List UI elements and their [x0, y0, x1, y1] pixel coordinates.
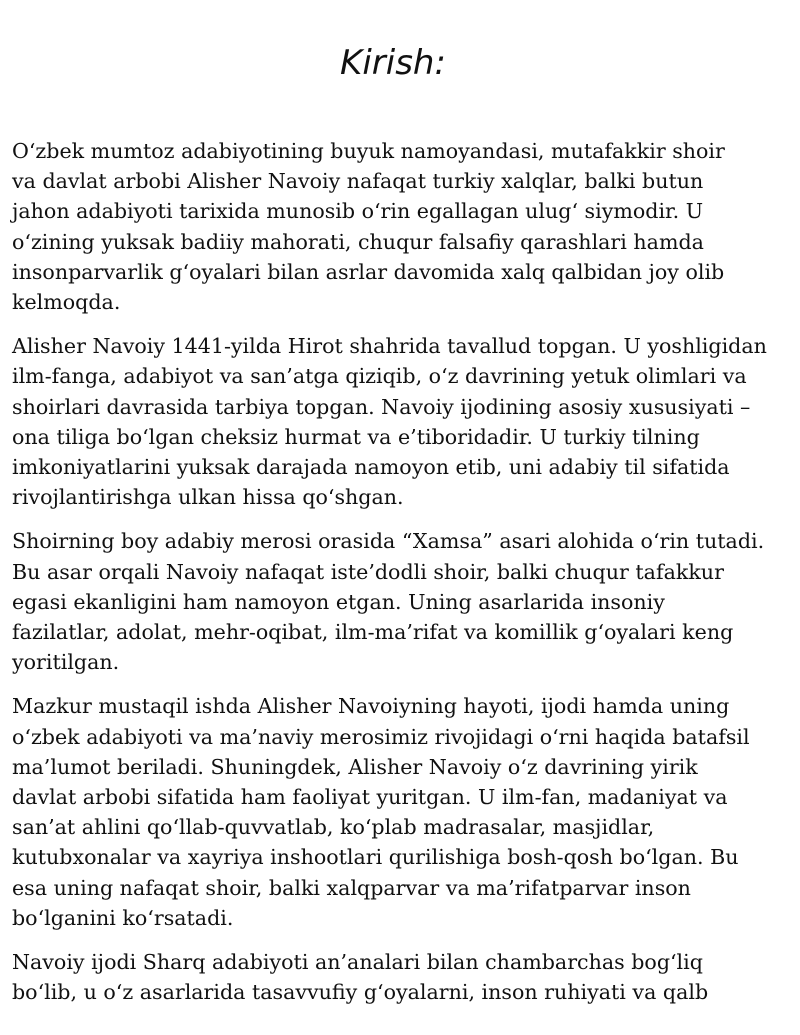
text-line: Shoirning boy adabiy merosi orasida “Xamsa” asari alohida o‘rin tutadi.: [12, 529, 765, 554]
text-line: Alisher Navoiy 1441-yilda Hirot shahrida tavallud topgan. U yoshligidan: [12, 334, 767, 359]
paragraph-4: [12, 691, 792, 933]
text-line: Mazkur mustaqil ishda Alisher Navoiyning hayoti, ijodi hamda uning: [12, 694, 730, 719]
text-line: bo‘lganini ko‘rsatadi.: [12, 905, 234, 930]
text-line: o‘zbek adabiyoti va ma’naviy merosimiz rivojidagi o‘rni haqida batafsil: [12, 724, 750, 749]
text-line: O‘zbek mumtoz adabiyotining buyuk namoyandasi, mutafakkir shoir: [12, 139, 725, 163]
text-line: insonparvarlik g‘oyalari bilan asrlar davomida xalq qalbidan joy olib: [12, 259, 725, 284]
text-line: davlat arbobi sifatida ham faoliyat yuritgan. U ilm-fan, madaniyat va: [12, 785, 728, 810]
paragraph-2: [12, 331, 792, 512]
text-line: imkoniyatlarini yuksak darajada namoyon etib, uni adabiy til sifatida: [12, 455, 730, 480]
text-line: va davlat arbobi Alisher Navoiy nafaqat turkiy xalqlar, balki butun: [12, 169, 704, 194]
text-line: ona tiliga bo‘lgan cheksiz hurmat va e’tiboridadir. U turkiy tilning: [12, 424, 700, 449]
page-title: Kirish:: [340, 43, 446, 83]
paragraph-1: [12, 136, 792, 317]
text-line: san’at ahlini qo‘llab-quvvatlab, ko‘plab madrasalar, masjidlar,: [12, 815, 655, 840]
text-line: kutubxonalar va xayriya inshootlari qurilishiga bosh-qosh bo‘lgan. Bu: [12, 845, 739, 870]
text-line: esa uning nafaqat shoir, balki xalqparvar va ma’rifatparvar inson: [12, 875, 691, 900]
text-line: egasi ekanligini ham namoyon etgan. Uning asarlarida insoniy: [12, 589, 665, 614]
document-body: [12, 136, 792, 1021]
text-line: Bu asar orqali Navoiy nafaqat iste’dodli shoir, balki chuqur tafakkur: [12, 559, 724, 584]
text-line: fazilatlar, adolat, mehr-oqibat, ilm-ma’rifat va komillik g‘oyalari keng: [12, 620, 734, 645]
text-line: ilm-fanga, adabiyot va san’atga qiziqib, o‘z davrining yetuk olimlari va: [12, 364, 747, 389]
text-line: kelmoqda.: [12, 290, 121, 315]
text-line: jahon adabiyoti tarixida munosib o‘rin egallagan ulug‘ siymodir. U: [12, 199, 704, 224]
text-line: yoritilgan.: [12, 650, 120, 675]
text-line: rivojlantirishga ulkan hissa qo‘shgan.: [12, 485, 404, 510]
text-line: ma’lumot beriladi. Shuningdek, Alisher Navoiy o‘z davrining yirik: [12, 754, 698, 779]
text-line: o‘zining yuksak badiiy mahorati, chuqur falsafiy qarashlari hamda: [12, 229, 704, 254]
text-line: bo‘lib, u o‘z asarlarida tasavvufiy g‘oyalarni, inson ruhiyati va qalb: [12, 980, 709, 1005]
paragraph-5: [12, 947, 792, 1007]
text-line: Navoiy ijodi Sharq adabiyoti an’analari bilan chambarchas bog‘liq: [12, 950, 703, 975]
text-line: shoirlari davrasida tarbiya topgan. Navoiy ijodining asosiy xususiyati –: [12, 394, 751, 419]
paragraph-3: [12, 526, 792, 677]
